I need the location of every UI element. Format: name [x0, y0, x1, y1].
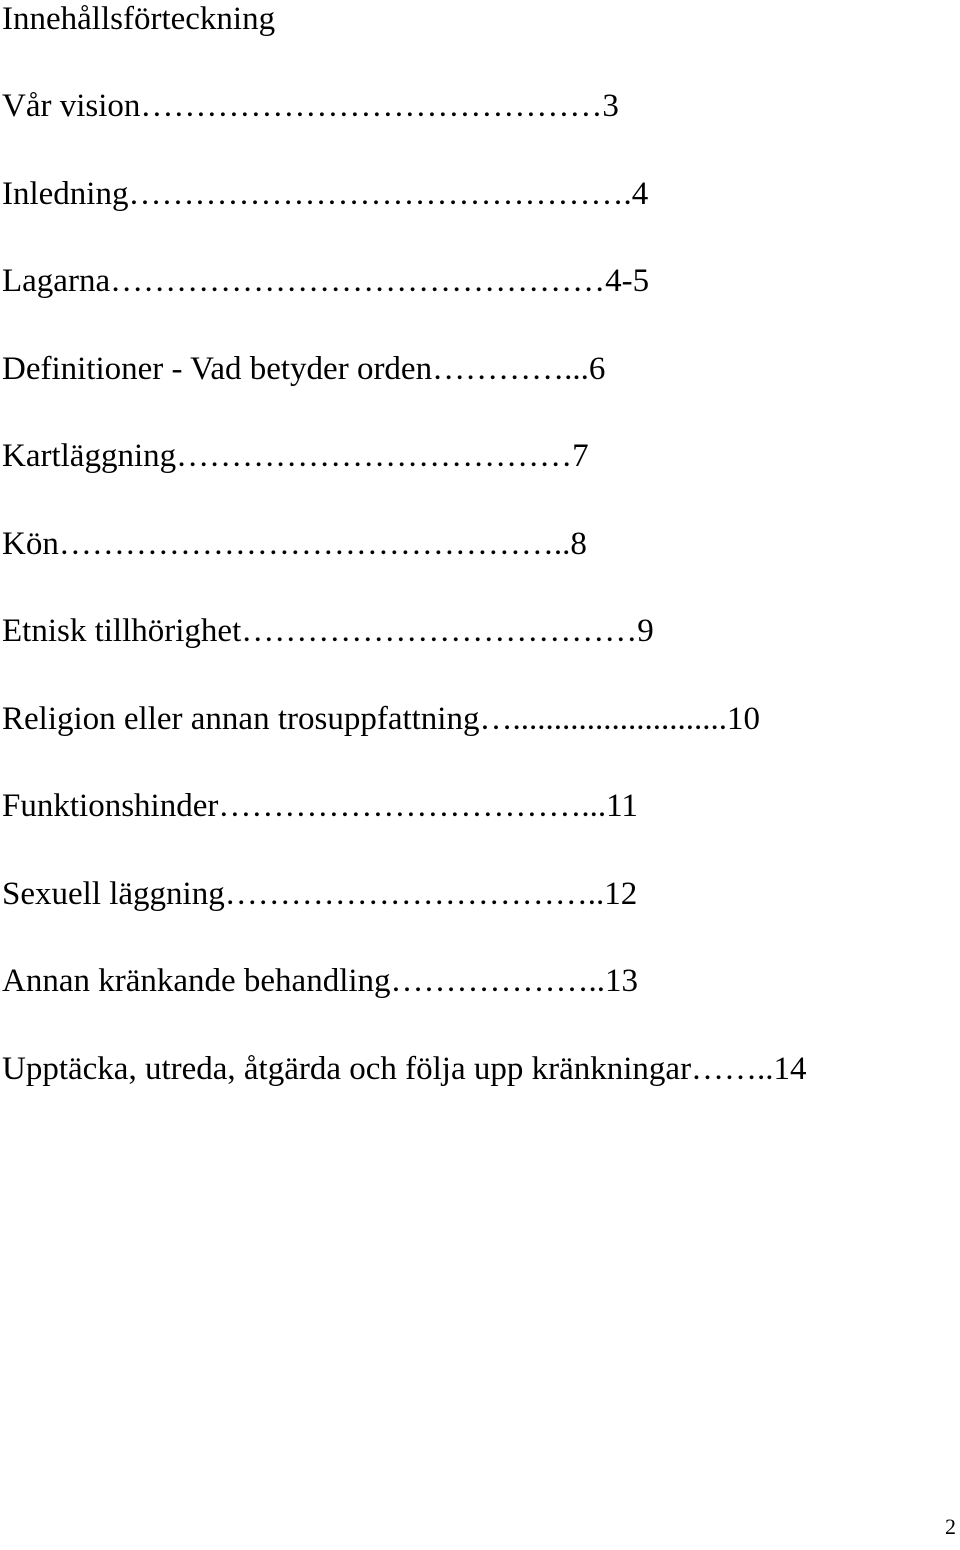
toc-entry-upptacka: Upptäcka, utreda, åtgärda och följa upp kränkningar……..14	[2, 1051, 807, 1087]
page-number: 2	[945, 1514, 956, 1539]
toc-entry-lagarna: Lagarna………………………………………4-5	[2, 263, 650, 299]
toc-entry-kon: Kön………………………………………..8	[2, 526, 587, 562]
toc-entry-definitioner: Definitioner - Vad betyder orden…………...6	[2, 351, 606, 387]
toc-entry-kartlaggning: Kartläggning………………………………7	[2, 438, 589, 474]
toc-entry-sexuell: Sexuell läggning……………………………..12	[2, 876, 638, 912]
toc-entry-etnisk: Etnisk tillhörighet………………………………9	[2, 613, 654, 649]
toc-entry-religion: Religion eller annan trosuppfattning…..........................10	[2, 701, 760, 737]
toc-title: Innehållsförteckning	[2, 1, 276, 37]
toc-entry-var-vision: Vår vision……………………………………3	[2, 88, 619, 124]
toc-entry-annan: Annan kränkande behandling………………..13	[2, 963, 639, 999]
toc-entry-inledning: Inledning……………………………………….4	[2, 176, 649, 212]
toc-entry-funktionshinder: Funktionshinder……………………………...11	[2, 788, 638, 824]
